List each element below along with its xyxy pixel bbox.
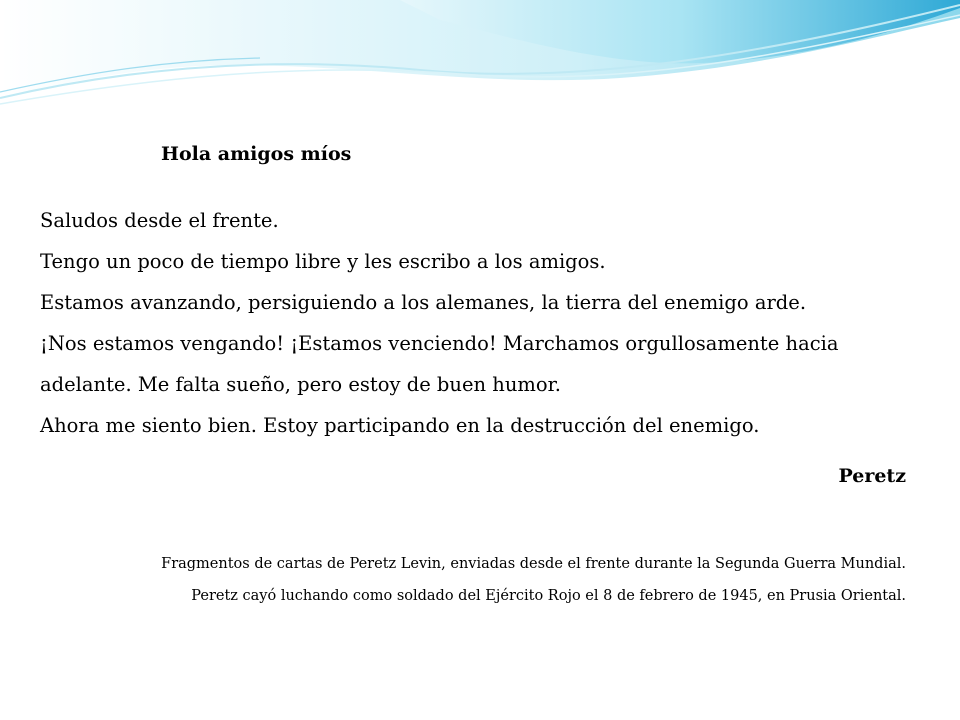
letter-line: adelante. Me falta sueño, pero estoy de buen humor. — [40, 373, 561, 396]
letter-line: Estamos avanzando, persiguiendo a los alemanes, la tierra del enemigo arde. — [40, 291, 807, 314]
letter-body — [40, 200, 920, 446]
header-wave-decoration — [0, 0, 960, 110]
letter-line: Ahora me siento bien. Estoy participando en la destrucción del enemigo. — [40, 414, 760, 437]
letter-line: Tengo un poco de tiempo libre y les escribo a los amigos. — [40, 250, 606, 273]
footnote-line: Fragmentos de cartas de Peretz Levin, enviadas desde el frente durante la Segunda Guerra Mundial. — [161, 556, 906, 572]
signature: Peretz — [838, 465, 906, 487]
footnote — [46, 548, 906, 612]
greeting-heading: Hola amigos míos — [161, 143, 352, 165]
letter-line: Saludos desde el frente. — [40, 209, 279, 232]
footnote-line: Peretz cayó luchando como soldado del Ejército Rojo el 8 de febrero de 1945, en Prusia Oriental. — [191, 588, 906, 604]
letter-line: ¡Nos estamos vengando! ¡Estamos venciendo! Marchamos orgullosamente hacia — [40, 332, 839, 355]
